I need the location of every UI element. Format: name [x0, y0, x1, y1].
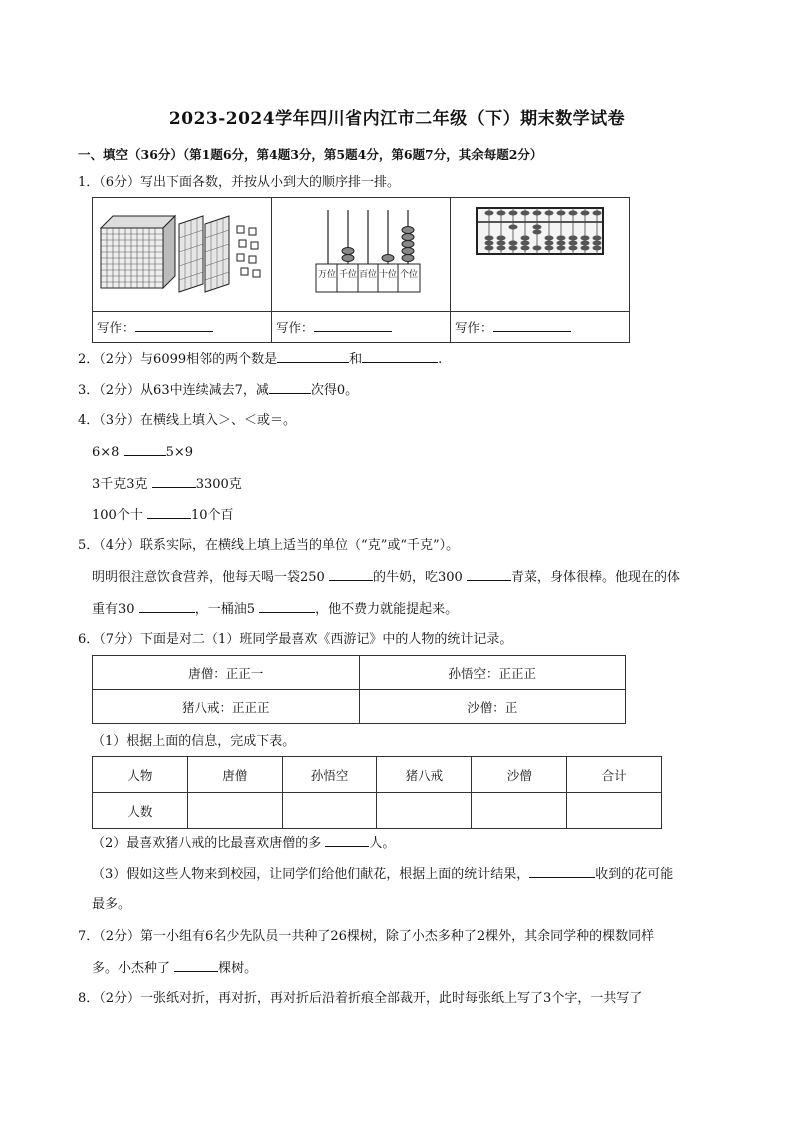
answer-blank[interactable]	[467, 568, 511, 581]
answer-blank[interactable]	[277, 350, 349, 363]
question-6-sub-2: （2）最喜欢猪八戒的比最喜欢唐僧的多 人。	[92, 836, 396, 851]
answer-blank[interactable]	[269, 381, 311, 394]
table-header: 人物	[93, 757, 188, 793]
answer-blank[interactable]	[147, 506, 191, 519]
base-ten-blocks-picture	[93, 198, 271, 308]
tally-cell: 沙僧：正	[359, 690, 626, 724]
unit-cubes	[237, 226, 260, 277]
question-5-line-1: 明明很注意饮食营养，他每天喝一袋250 的牛奶，吃300 青菜，身体很棒。他现在的体	[92, 570, 680, 585]
question-2: 2．（2分）与6099相邻的两个数是 和 .	[78, 352, 443, 367]
compare-item-1: 6×8 5×9	[92, 445, 194, 460]
question-3: 3．（2分）从63中连续减去7，减 次得0。	[78, 383, 359, 398]
answer-blank[interactable]	[135, 319, 213, 332]
table-header: 合计	[567, 757, 662, 793]
question-5: 5．（4分）联系实际，在横线上填上适当的单位（“克”或“千克”）。	[78, 538, 460, 553]
question-7-line-2: 多。小杰种了 棵树。	[92, 961, 258, 976]
answer-blank[interactable]	[124, 443, 166, 456]
question-7: 7．（2分）第一小组有6名少先队员一共种了26棵树，除了小杰多种了2棵外，其余同学种的棵数同样	[78, 929, 655, 944]
abacus-cell	[451, 198, 630, 312]
question-6-sub-1: （1）根据上面的信息，完成下表。	[92, 734, 296, 749]
answer-blank[interactable]	[139, 600, 195, 613]
write-answer-3[interactable]: 写作：	[451, 312, 630, 343]
place-label-ge: 个位	[399, 270, 419, 280]
frame-rods	[328, 210, 408, 264]
question-5-line-2: 重有30 ，一桶油5 ，他不费力就能提起来。	[92, 602, 459, 617]
answer-blank[interactable]	[152, 475, 196, 488]
tally-cell: 孙悟空：正正正	[359, 656, 626, 690]
write-answer-1[interactable]: 写作：	[93, 312, 272, 343]
answer-blank[interactable]	[259, 600, 315, 613]
abacus-picture	[451, 198, 629, 308]
row-label: 人数	[93, 793, 188, 829]
answer-blank[interactable]	[329, 568, 373, 581]
blocks-picture-cell	[93, 198, 272, 312]
question-8: 8．（2分）一张纸对折，再对折，再对折后沿着折痕全部裁开，此时每张纸上写了3个字，一共写了	[78, 991, 643, 1006]
counting-frame-cell	[272, 198, 451, 312]
place-label-bai: 百位	[358, 270, 378, 280]
answer-blank[interactable]	[529, 865, 595, 878]
question-1-table	[92, 197, 630, 343]
frame-beads	[342, 227, 414, 262]
tally-cell: 猪八戒：正正正	[93, 690, 360, 724]
compare-item-2: 3千克3克 3300克	[92, 477, 242, 492]
answer-cell[interactable]	[377, 793, 472, 829]
place-label-qian: 千位	[338, 270, 358, 280]
stats-table	[92, 756, 662, 829]
answer-cell[interactable]	[282, 793, 377, 829]
answer-cell[interactable]	[187, 793, 282, 829]
table-header: 唐僧	[187, 757, 282, 793]
tally-table	[92, 655, 626, 724]
section-heading: 一、填空（36分）（第1题6分，第4题3分，第5题4分，第6题7分，其余每题2分）	[78, 147, 543, 162]
answer-blank[interactable]	[174, 959, 218, 972]
answer-cell[interactable]	[472, 793, 567, 829]
place-label-wan: 万位	[317, 270, 337, 280]
question-1: 1．（6分）写出下面各数，并按从小到大的顺序排一排。	[78, 175, 401, 190]
table-header: 沙僧	[472, 757, 567, 793]
question-6-sub-3-cont: 最多。	[92, 897, 132, 912]
page-title: 2023-2024学年四川省内江市二年级（下）期末数学试卷	[168, 109, 626, 129]
tally-cell: 唐僧：正正一	[93, 656, 360, 690]
hundred-flats	[179, 216, 229, 292]
answer-blank[interactable]	[314, 319, 392, 332]
answer-blank[interactable]	[493, 319, 571, 332]
table-header: 孙悟空	[282, 757, 377, 793]
answer-blank[interactable]	[325, 834, 369, 847]
write-answer-2[interactable]: 写作：	[272, 312, 451, 343]
answer-cell[interactable]	[567, 793, 662, 829]
table-header: 猪八戒	[377, 757, 472, 793]
answer-blank[interactable]	[362, 350, 438, 363]
question-6: 6．（7分）下面是对二（1）班同学最喜欢《西游记》中的人物的统计记录。	[78, 632, 513, 647]
counting-frame-picture	[272, 198, 450, 308]
compare-item-3: 100个十 10个百	[92, 508, 234, 523]
question-4: 4．（3分）在横线上填入＞、＜或＝。	[78, 413, 297, 428]
question-6-sub-3: （3）假如这些人物来到校园，让同学们给他们献花，根据上面的统计结果， 收到的花可能	[92, 867, 674, 882]
place-label-shi: 十位	[378, 270, 398, 280]
